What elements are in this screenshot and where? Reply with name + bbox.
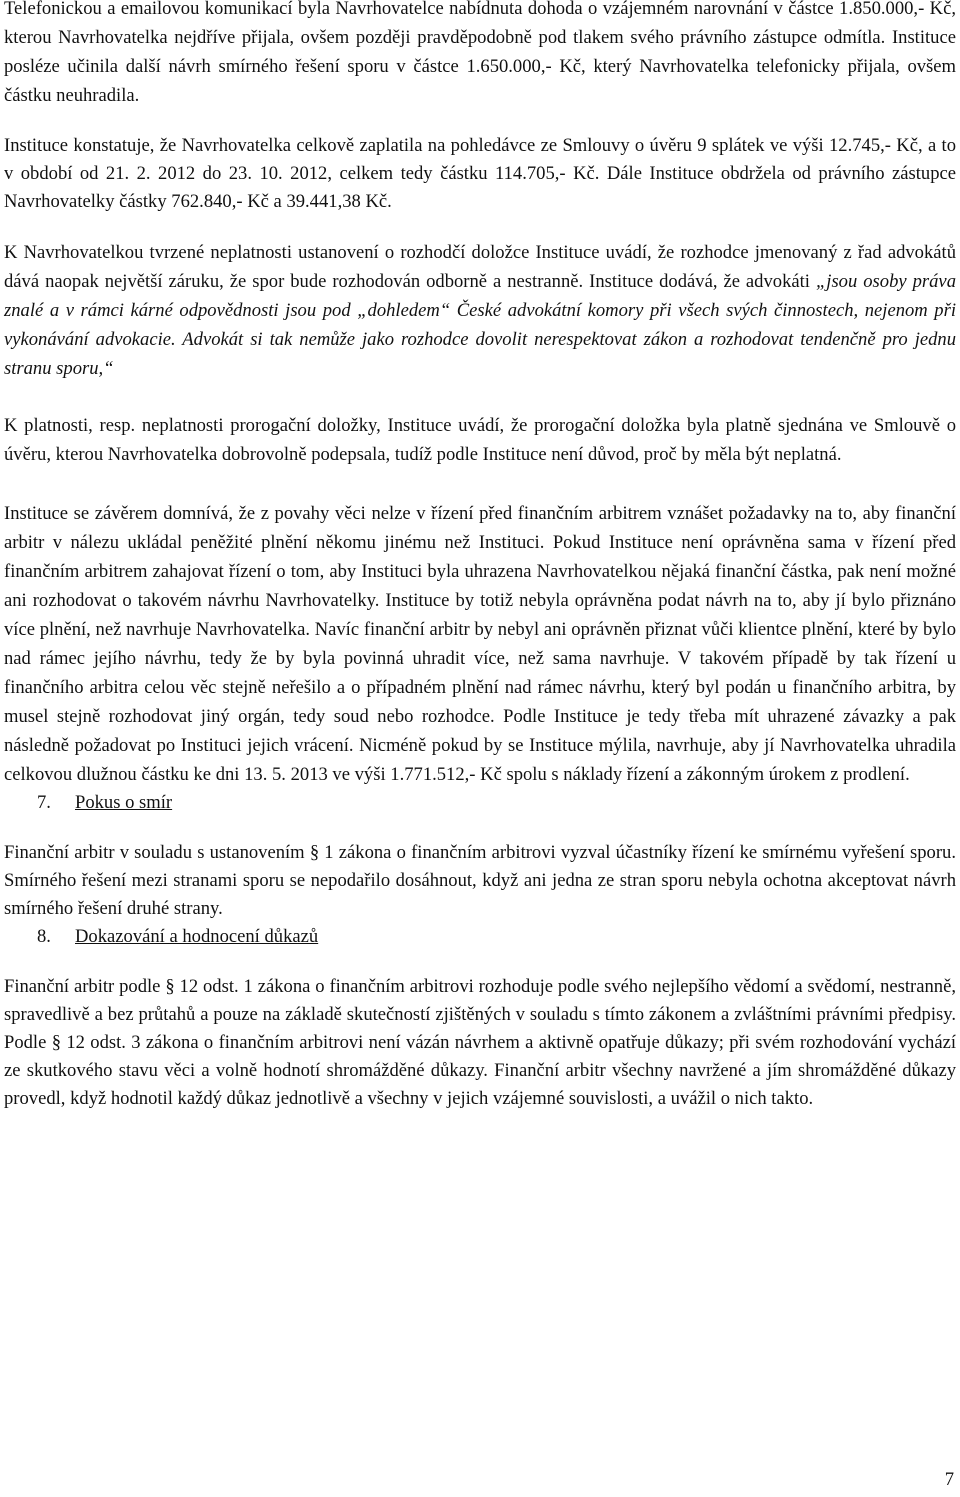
arbitration-text: K Navrhovatelkou tvrzené neplatnosti ustanovení o rozhodčí doložce Instituce uvádí, že rozhodce jmenovaný z řad advokátů dává naopak největší záruku, že spor bude rozhodován odborně a nestranně. Instituce dodává, že advokáti — [4, 242, 956, 292]
paragraph-institution-conclusion: Instituce se závěrem domnívá, že z povahy věci nelze v řízení před finančním arbitrem vznášet požadavky na to, aby finanční arbitr v nálezu ukládal peněžité plnění někomu jinému než Instituci. Pokud Instituce není oprávněna sama v řízení před finančním arbitrem zahajovat řízení o tom, aby Instituci byla uhrazena Navrhovatelkou nějaká finanční částka, pak není možné ani rozhodovat o takovém návrhu Navrhovatelky. Instituce by totiž nebyla oprávněna podat návrh na to, aby jí bylo přiznáno více plnění, než navrhuje Navrhovatelka. Navíc finanční arbitr by nebyl ani oprávněn přiznat vůči klientce plnění, které by bylo nad rámec jejího návrhu, tedy že by byla povinná uhradit více, než sama navrhuje. V takovém případě by tak řízení u finančního arbitra celou věc stejně neřešilo a o případném plnění nad rámec návrhu, který byl podán u finančního arbitra, by musel stejně rozhodovat jiný orgán, tedy soud nebo rozhodce. Podle Instituce je tedy třeba mít uhrazené závazky a pak následně požadovat po Instituci jejich vrácení. Nicméně pokud by se Instituce mýlila, navrhuje, aby jí Navrhovatelka uhradila celkovou dlužnou částku ke dni 13. 5. 2013 ve výši 1.771.512,- Kč spolu s náklady řízení a zákonným úrokem z prodlení. — [4, 503, 956, 785]
document-page — [4, 0, 956, 1113]
paragraph-settlement-offer: Telefonickou a emailovou komunikací byla Navrhovatelce nabídnuta dohoda o vzájemném narovnání v částce 1.850.000,- Kč, kterou Navrhovatelka nejdříve přijala, ovšem později pravděpodobně pod tlakem svého právního zástupce odmítla. Instituce posléze učinila další návrh smírného řešení sporu v částce 1.650.000,- Kč, který Navrhovatelka telefonicky přijala, ovšem částku neuhradila. — [4, 0, 956, 106]
paragraph-evidence-evaluation: Finanční arbitr podle § 12 odst. 1 zákona o finančním arbitrovi rozhoduje podle svého nejlepšího vědomí a svědomí, nestranně, spravedlivě a bez průtahů a pouze na základě skutečností zjištěných v souladu s tímto zákonem a zvláštními právními předpisy. Podle § 12 odst. 3 zákona o finančním arbitrovi není vázán návrhem a aktivně opatřuje důkazy; při svém rozhodování vychází ze skutkového stavu věci a volně hodnotí shromážděné důkazy. Finanční arbitr všechny navržené a jím shromážděné důkazy provedl, když hodnotil každý důkaz jednotlivě a všechny v jejich vzájemné souvislosti, a uvážil o nich takto. — [4, 976, 956, 1109]
section-heading-settlement-attempt — [4, 789, 956, 817]
paragraph-settlement-attempt: Finanční arbitr v souladu s ustanovením § 1 zákona o finančním arbitrovi vyzval účastníky řízení ke smírnému vyřešení sporu. Smírného řešení mezi stranami sporu se nepodařilo dosáhnout, když ani jedna ze stran sporu nebyla ochotna akceptovat návrh smírného řešení druhé strany. — [4, 842, 956, 919]
section-heading-evidence — [4, 923, 956, 951]
section-title: Pokus o smír — [75, 792, 173, 813]
paragraph-payments-summary: Instituce konstatuje, že Navrhovatelka celkově zaplatila na pohledávce ze Smlouvy o úvěru 9 splátek ve výši 12.745,- Kč, a to v období od 21. 2. 2012 do 23. 10. 2012, celkem tedy částku 114.705,- Kč. Dále Instituce obdržela od právního zástupce Navrhovatelky částky 762.840,- Kč a 39.441,38 Kč. — [4, 135, 956, 212]
paragraph-prorogation-clause: K platnosti, resp. neplatnosti prorogační doložky, Instituce uvádí, že prorogační doložka byla platně sjednána ve Smlouvě o úvěru, kterou Navrhovatelka dobrovolně podepsala, tudíž podle Instituce není důvod, proč by měla být neplatná. — [4, 415, 956, 465]
section-number: 8. — [37, 926, 51, 947]
section-number: 7. — [37, 792, 51, 813]
section-title: Dokazování a hodnocení důkazů — [75, 926, 319, 947]
page-number: 7 — [944, 1469, 954, 1490]
paragraph-arbitration-clause — [4, 238, 956, 383]
arbitration-quote: „jsou osoby práva znalé a v rámci kárné odpovědnosti jsou pod „dohledem“ České advokátní komory při všech svých činnostech, nejenom při vykonávání advokacie. Advokát si tak nemůže jako rozhodce dovolit nerespektovat zákon a rozhodovat tendenčně pro jednu stranu sporu,“ — [4, 271, 956, 379]
